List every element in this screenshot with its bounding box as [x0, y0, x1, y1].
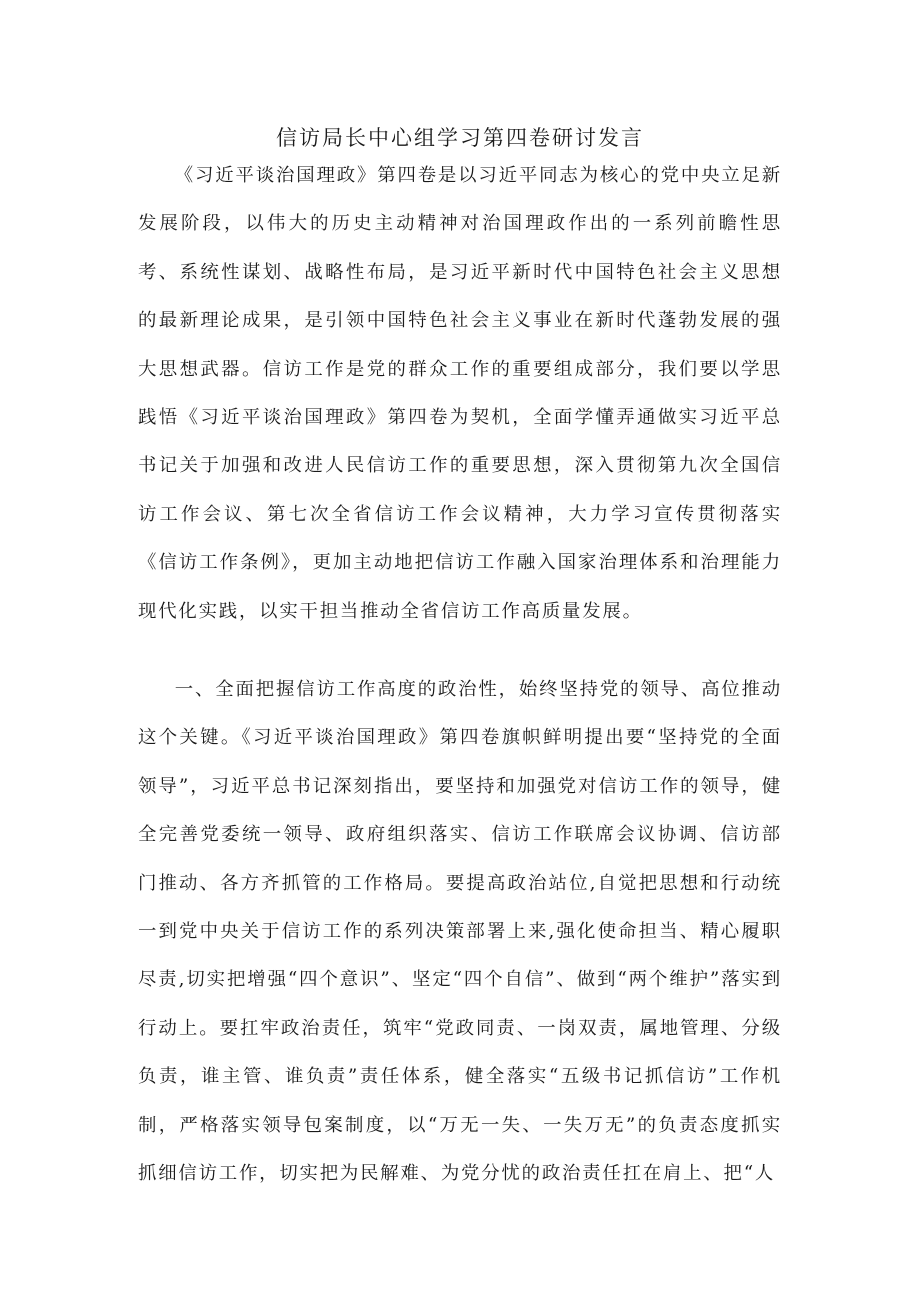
document-title: 信访局长中心组学习第四卷研讨发言 [276, 126, 644, 150]
paragraph-section-one: 一、全面把握信访工作高度的政治性，始终坚持党的领导、高位推动这个关键。《习近平谈治国理政》第四卷旗帜鲜明提出要“坚持党的全面领导”，习近平总书记深刻指出，要坚持和加强党对信访工作的领导，健全完善党委统一领导、政府组织落实、信访工作联席会议协调、信访部门推动、各方齐抓管的工作格局。要提高政治站位,自觉把思想和行动统一到党中央关于信访工作的系列决策部署上来,强化使命担当、精心履职尽责,切实把增强“四个意识”、坚定“四个自信”、做到“两个维护”落实到行动上。要扛牢政治责任，筑牢“党政同责、一岗双责，属地管理、分级负责，谁主管、谁负责”责任体系，健全落实“五级书记抓信访”工作机制，严格落实领导包案制度，以“万无一失、一失万无”的负责态度抓实抓细信访工作，切实把为民解难、为党分忧的政治责任扛在肩上、把“人 [138, 679, 782, 1185]
paragraph-intro: 《习近平谈治国理政》第四卷是以习近平同志为核心的党中央立足新发展阶段，以伟大的历史主动精神对治国理政作出的一系列前瞻性思考、系统性谋划、战略性布局，是习近平新时代中国特色社会主义思想的最新理论成果，是引领中国特色社会主义事业在新时代蓬勃发展的强大思想武器。信访工作是党的群众工作的重要组成部分，我们要以学思践悟《习近平谈治国理政》第四卷为契机，全面学懂弄通做实习近平总书记关于加强和改进人民信访工作的重要思想，深入贯彻第九次全国信访工作会议、第七次全省信访工作会议精神，大力学习宣传贯彻落实《信访工作条例》，更加主动地把信访工作融入国家治理体系和治理能力现代化实践，以实干担当推动全省信访工作高质量发展。 [138, 165, 782, 622]
